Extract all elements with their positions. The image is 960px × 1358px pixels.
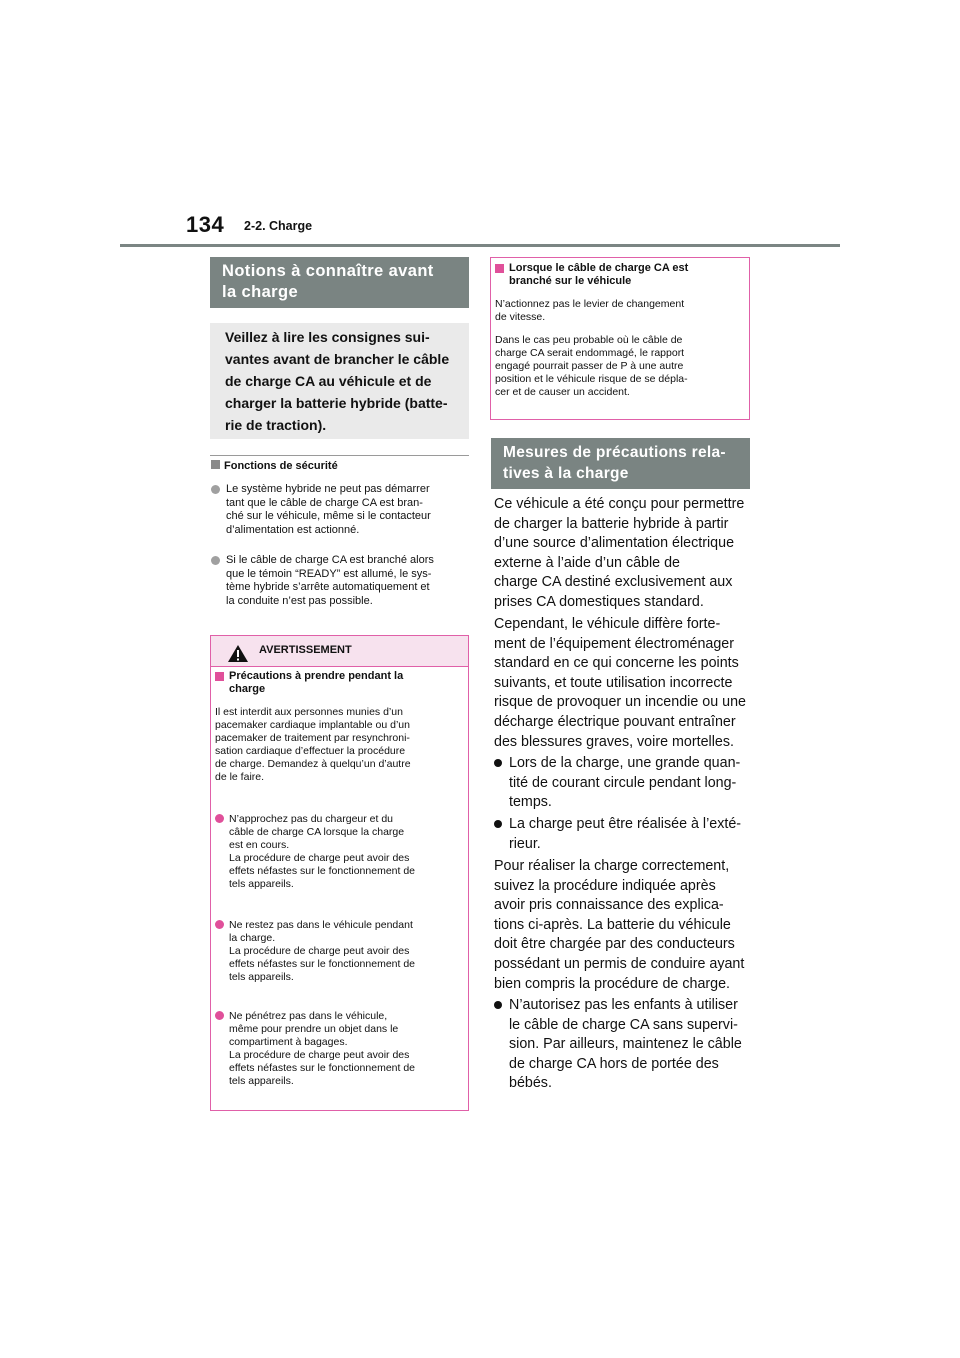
bullet-line: tité de courant circule pendant long- [509, 774, 737, 791]
list-item [211, 554, 469, 608]
bullet-line: de charge CA hors de portée des [509, 1055, 719, 1072]
box-paragraph [495, 298, 745, 324]
list-item [215, 813, 465, 891]
intro-line: Il est interdit aux personnes munies d’un [215, 706, 403, 718]
para-line: N’actionnez pas le levier de changement [495, 298, 685, 310]
bullet-dot-icon [215, 920, 224, 929]
intro-line: vantes avant de brancher le câble [225, 351, 450, 367]
bullet-line: bébés. [509, 1075, 552, 1092]
warning-box [210, 635, 469, 1111]
para-line: Pour réaliser la charge correctement, [494, 858, 730, 874]
bullet-line: effets néfastes sur le fonctionnement de [229, 1062, 416, 1074]
intro-line: de le faire. [215, 771, 265, 783]
para-line: charge CA destiné exclusivement aux [494, 574, 733, 591]
warning-triangle-icon [227, 644, 249, 663]
bullet-line: câble de charge CA lorsque la charge [229, 826, 405, 838]
bullet-dot-icon [215, 1011, 224, 1020]
heading-line: Mesures de précautions rela- [503, 444, 726, 461]
para-line: suivants, et toute utilisation incorrecte [494, 674, 733, 691]
bullet-line: La procédure de charge peut avoir des [229, 945, 410, 957]
para-line: Ce véhicule a été conçu pour permettre [494, 496, 745, 512]
bullet-line: temps. [509, 794, 552, 811]
bullet-line: La procédure de charge peut avoir des [229, 1049, 410, 1061]
list-item [215, 1010, 465, 1088]
para-line: engagé pourrait passer de P à une autre [495, 360, 684, 372]
square-bullet-icon [215, 672, 224, 681]
bullet-line: N’autorisez pas les enfants à utiliser [509, 997, 738, 1013]
heading-line: tives à la charge [503, 465, 629, 482]
para-line: d’une source d’alimentation électrique [494, 535, 735, 552]
bullet-line: Ne restez pas dans le véhicule pendant [229, 919, 413, 931]
safety-title-text: Fonctions de sécurité [224, 460, 338, 472]
bullet-line: effets néfastes sur le fonctionnement de [229, 958, 416, 970]
page-number: 134 [186, 212, 225, 237]
paragraph [494, 857, 750, 994]
bullet-line: effets néfastes sur le fonctionnement de [229, 865, 416, 877]
list-item [494, 996, 750, 1094]
heading-line: Notions à connaître avant [222, 262, 434, 280]
list-item [215, 919, 465, 984]
bullet-line: La charge peut être réalisée à l’exté- [509, 816, 742, 832]
cable-connected-box [490, 257, 750, 420]
header-rule [120, 244, 840, 247]
para-line: ment de l’équipement électroménager [494, 635, 735, 652]
para-line: charge CA serait endommagé, le rapport [495, 347, 685, 359]
divider [210, 455, 469, 456]
bullet-dot-icon [494, 820, 502, 828]
bullet-dot-icon [494, 1001, 502, 1009]
bullet-line: d’alimentation est actionné. [226, 523, 360, 536]
bullet-line: sion. Par ailleurs, maintenez le câble [509, 1036, 742, 1053]
list-item [211, 483, 469, 537]
box-title [495, 262, 745, 288]
para-line: prises CA domestiques standard. [494, 593, 704, 610]
bullet-line: compartiment à bagages. [229, 1036, 348, 1048]
para-line: avoir pris connaissance des explica- [494, 897, 724, 914]
bullet-line: la conduite n’est pas possible. [226, 594, 373, 607]
bullet-dot-icon [494, 759, 502, 767]
safety-title [211, 460, 338, 472]
warning-title: AVERTISSEMENT [259, 644, 352, 656]
intro-box [210, 323, 469, 439]
para-line: de charger la batterie hybride à partir [494, 515, 729, 532]
para-line: doit être chargée par des conducteurs [494, 936, 735, 953]
para-line: de vitesse. [495, 311, 546, 323]
warning-header [211, 636, 468, 667]
subtitle-line: charge [229, 683, 266, 695]
para-line: position et le véhicule risque de se dépla- [495, 373, 688, 385]
square-bullet-icon [495, 264, 504, 273]
intro-line: pacemaker de traitement par resynchroni- [215, 732, 410, 744]
warning-intro [215, 706, 465, 784]
para-line: Dans le cas peu probable où le câble de [495, 334, 683, 346]
right-section-heading [491, 438, 750, 489]
bullet-line: même pour prendre un objet dans le [229, 1023, 399, 1035]
subtitle-line: Précautions à prendre pendant la [229, 670, 404, 682]
bullet-dot-icon [211, 485, 220, 494]
bullet-dot-icon [215, 814, 224, 823]
paragraph [494, 495, 750, 613]
para-line: suivez la procédure indiquée après [494, 877, 716, 894]
intro-line: de charge CA au véhicule et de [225, 373, 432, 389]
box-paragraph [495, 334, 745, 399]
para-line: des blessures graves, voire mortelles. [494, 733, 734, 750]
list-item [494, 815, 750, 854]
paragraph [494, 615, 750, 752]
para-line: bien compris la procédure de charge. [494, 975, 731, 992]
bullet-line: la charge. [229, 932, 276, 944]
bullet-line: Ne pénétrez pas dans le véhicule, [229, 1010, 388, 1022]
bullet-line: le câble de charge CA sans supervi- [509, 1016, 738, 1033]
bullet-line: que le témoin “READY” est allumé, le sys- [226, 567, 432, 580]
para-line: externe à l’aide d’un câble de [494, 554, 680, 571]
bullet-line: N’approchez pas du chargeur et du [229, 813, 394, 825]
bullet-line: Le système hybride ne peut pas démarrer [226, 483, 430, 495]
list-item [494, 754, 750, 813]
intro-line: sation cardiaque d’effectuer la procédure [215, 745, 406, 757]
warning-subtitle [215, 670, 465, 696]
para-line: risque de provoquer un incendie ou une [494, 694, 746, 711]
bullet-dot-icon [211, 556, 220, 565]
para-line: possédant un permis de conduire ayant [494, 955, 745, 972]
left-section-heading [210, 257, 469, 308]
bullet-line: Lors de la charge, une grande quan- [509, 755, 741, 771]
intro-line: charger la batterie hybride (batte- [225, 395, 448, 411]
intro-line: rie de traction). [225, 417, 327, 433]
bullet-line: La procédure de charge peut avoir des [229, 852, 410, 864]
para-line: tions ci-après. La batterie du véhicule [494, 916, 731, 933]
heading-line: la charge [222, 283, 299, 301]
bullet-line: Si le câble de charge CA est branché alors [226, 554, 434, 566]
para-line: Cependant, le véhicule diffère forte- [494, 616, 721, 632]
bullet-line: est en cours. [229, 839, 290, 851]
section-label: 2-2. Charge [244, 219, 313, 233]
intro-line: Veillez à lire les consignes sui- [225, 329, 430, 345]
bullet-line: tème hybride s’arrête automatiquement et [226, 581, 430, 593]
intro-line: de charge. Demandez à quelqu’un d’autre [215, 758, 411, 770]
title-line: branché sur le véhicule [509, 275, 632, 287]
square-bullet-icon [211, 460, 220, 469]
bullet-line: ché sur le véhicule, même si le contacteur [226, 510, 431, 522]
bullet-line: tant que le câble de charge CA est bran- [226, 496, 423, 509]
bullet-line: tels appareils. [229, 878, 294, 890]
title-line: Lorsque le câble de charge CA est [509, 262, 689, 274]
para-line: standard en ce qui concerne les points [494, 655, 739, 672]
bullet-line: tels appareils. [229, 971, 294, 983]
para-line: cer et de causer un accident. [495, 386, 630, 398]
bullet-line: rieur. [509, 835, 541, 852]
intro-line: pacemaker cardiaque implantable ou d’un [215, 719, 410, 731]
para-line: décharge électrique pouvant entraîner [494, 713, 736, 730]
bullet-line: tels appareils. [229, 1075, 294, 1087]
